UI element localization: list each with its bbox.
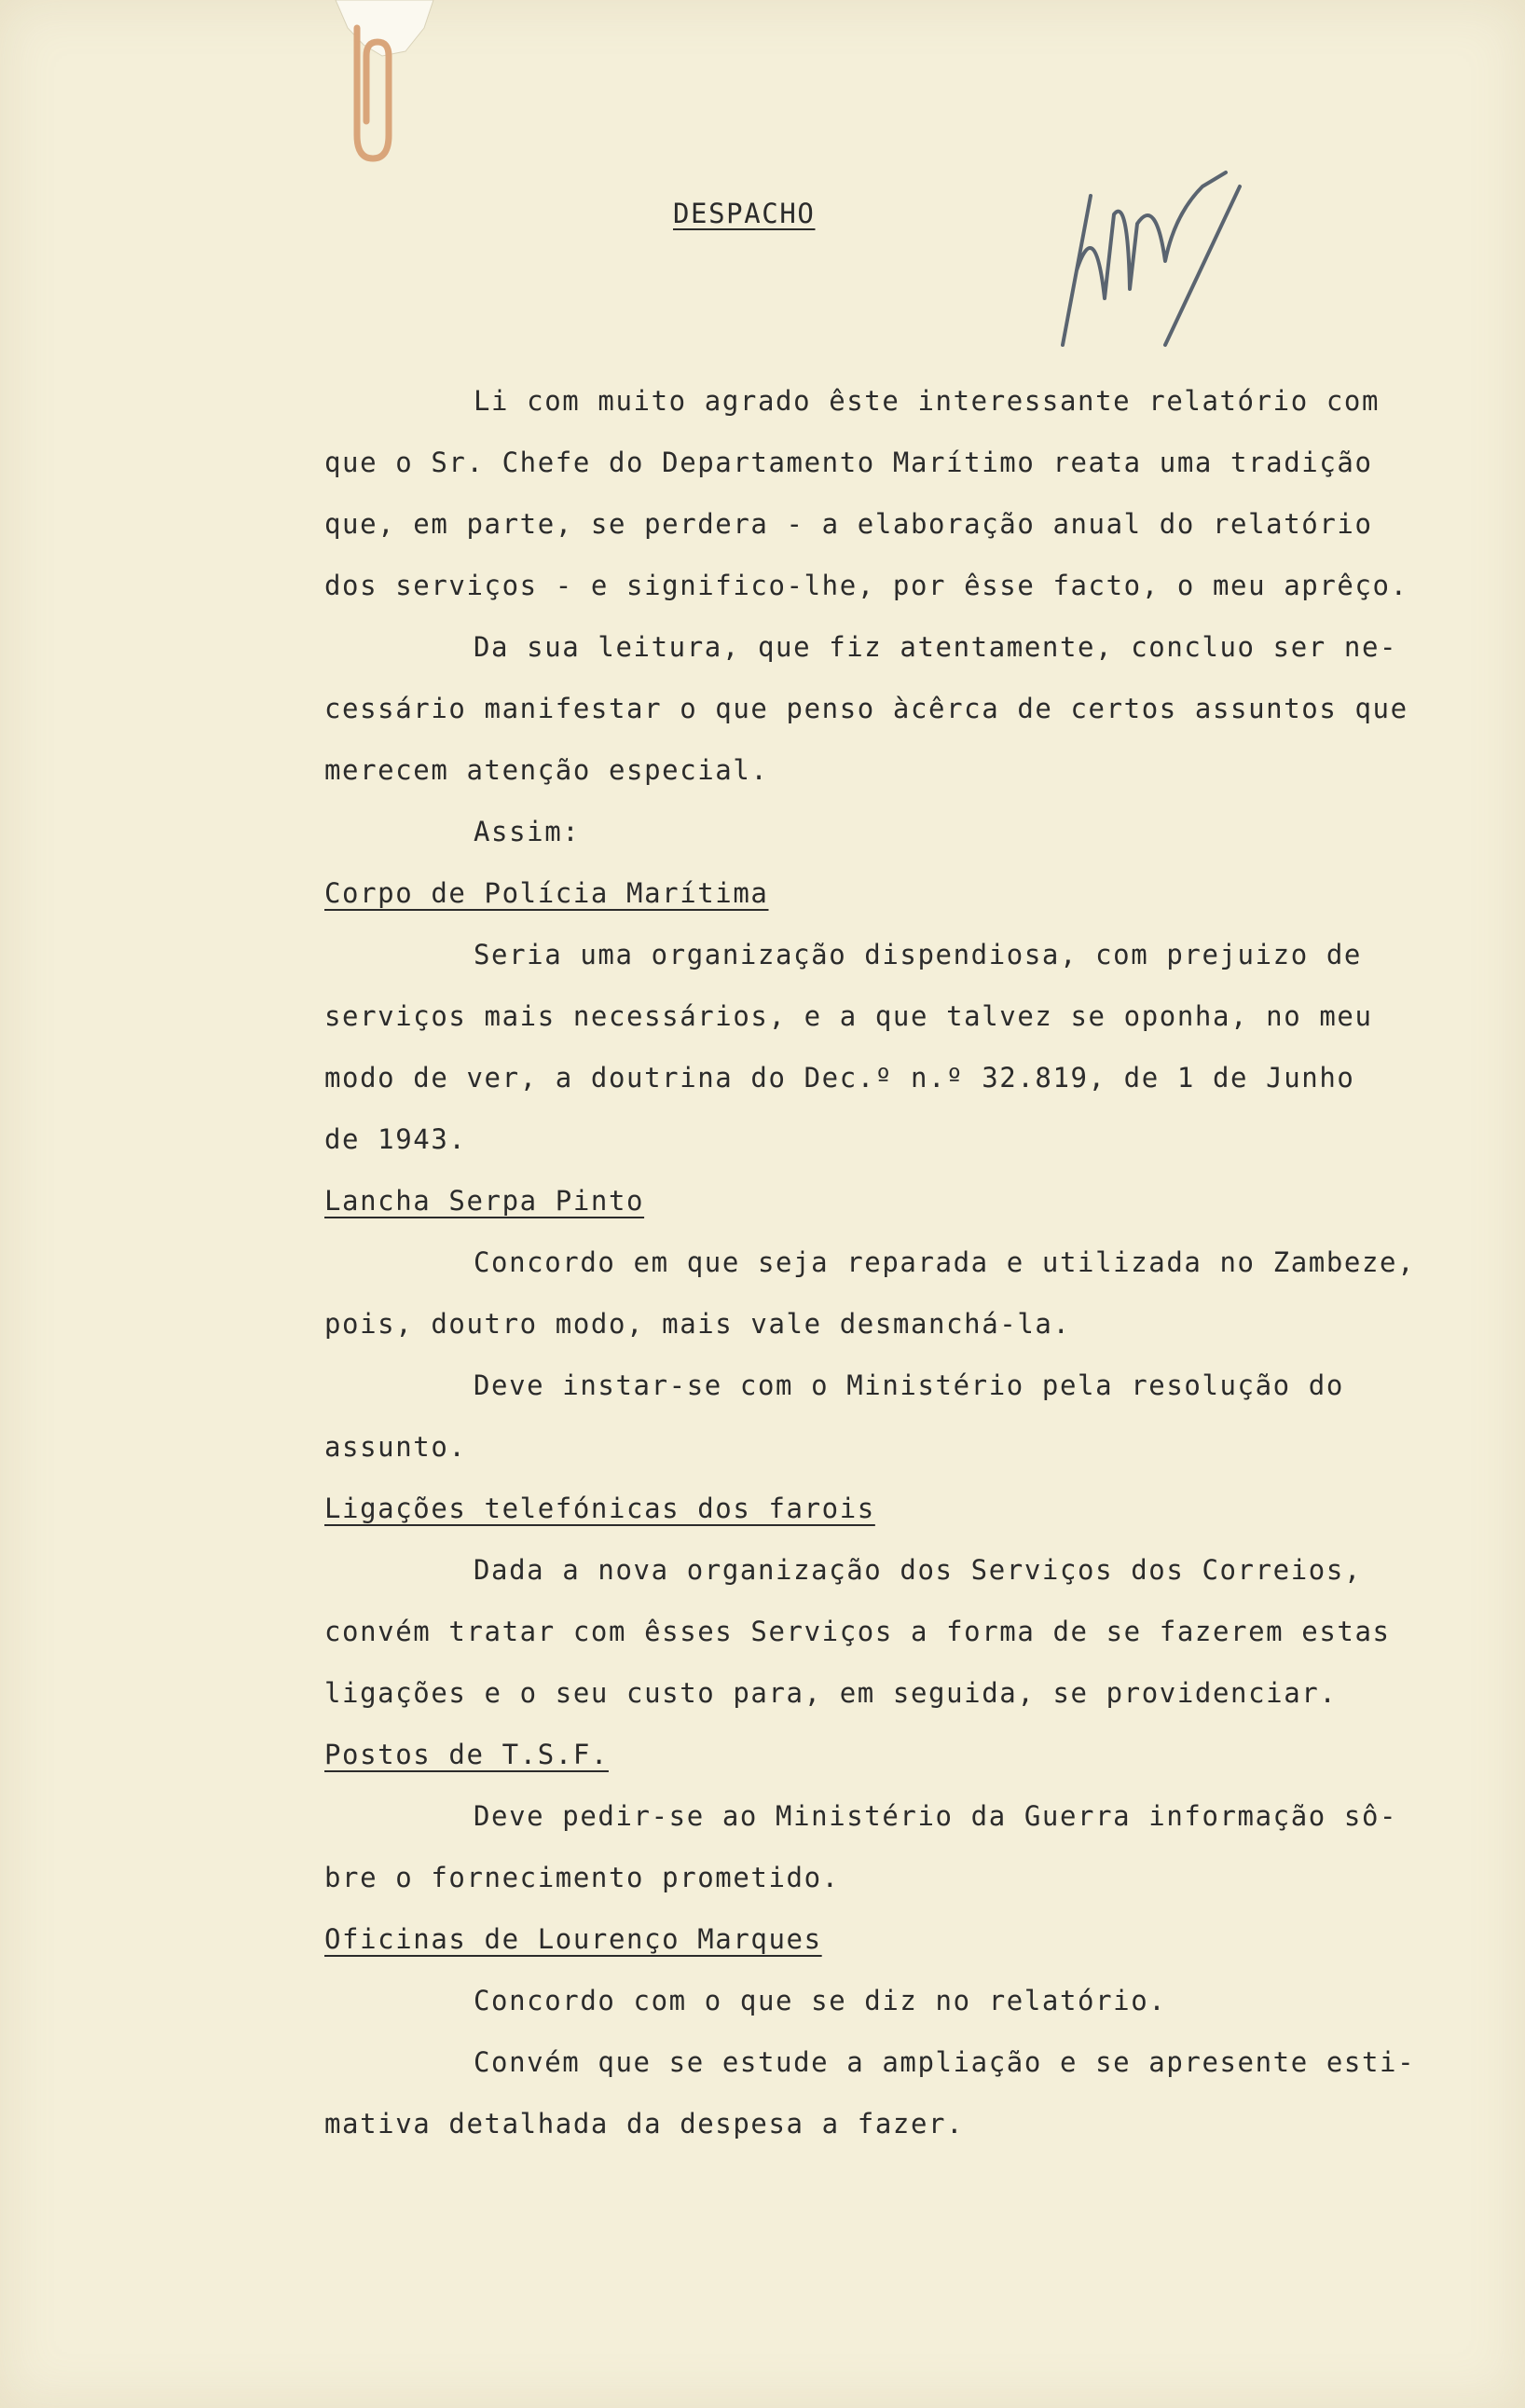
section-line: Concordo com o que se diz no relatório. (474, 1985, 1167, 2016)
section-line: modo de ver, a doutrina do Dec.º n.º 32.819, de 1 de Junho (324, 1062, 1355, 1094)
paragraph-line: dos serviços - e significo-lhe, por êsse facto, o meu aprêço. (324, 570, 1408, 601)
paperclip-icon (340, 19, 405, 168)
section-heading: Corpo de Polícia Marítima (324, 877, 769, 909)
section-line: Deve instar-se com o Ministério pela resolução do (474, 1369, 1344, 1401)
section-line: mativa detalhada da despesa a fazer. (324, 2108, 965, 2140)
section-line: Convém que se estude a ampliação e se apresente esti- (474, 2046, 1416, 2078)
section-heading: Oficinas de Lourenço Marques (324, 1923, 822, 1955)
paragraph-line: que o Sr. Chefe do Departamento Marítimo reata uma tradição (324, 447, 1373, 478)
section-heading: Lancha Serpa Pinto (324, 1185, 645, 1217)
section-line: Seria uma organização dispendiosa, com prejuizo de (474, 939, 1362, 970)
section-heading: Postos de T.S.F. (324, 1739, 609, 1770)
signature-mark (1025, 158, 1258, 373)
paragraph-line: que, em parte, se perdera - a elaboração anual do relatório (324, 508, 1373, 540)
section-line: bre o fornecimento prometido. (324, 1862, 840, 1893)
section-line: de 1943. (324, 1123, 467, 1155)
section-heading: Ligações telefónicas dos farois (324, 1493, 875, 1524)
section-line: Concordo em que seja reparada e utilizada no Zambeze, (474, 1246, 1416, 1278)
section-line: convém tratar com êsses Serviços a forma de se fazerem estas (324, 1616, 1391, 1647)
paragraph-line: cessário manifestar o que penso àcêrca de certos assuntos que (324, 693, 1408, 724)
section-line: pois, doutro modo, mais vale desmanchá-la. (324, 1308, 1071, 1340)
section-line: Deve pedir-se ao Ministério da Guerra informação sô- (474, 1800, 1398, 1832)
document-title: DESPACHO (673, 198, 816, 229)
paragraph-line: Da sua leitura, que fiz atentamente, concluo ser ne- (474, 631, 1398, 663)
paragraph-line: Assim: (474, 816, 581, 847)
paragraph-line: Li com muito agrado êste interessante relatório com (474, 385, 1381, 417)
section-line: assunto. (324, 1431, 467, 1463)
section-line: serviços mais necessários, e a que talvez se oponha, no meu (324, 1000, 1373, 1032)
paragraph-line: merecem atenção especial. (324, 754, 769, 786)
section-line: Dada a nova organização dos Serviços dos Correios, (474, 1554, 1362, 1586)
section-line: ligações e o seu custo para, em seguida, se providenciar. (324, 1677, 1338, 1709)
